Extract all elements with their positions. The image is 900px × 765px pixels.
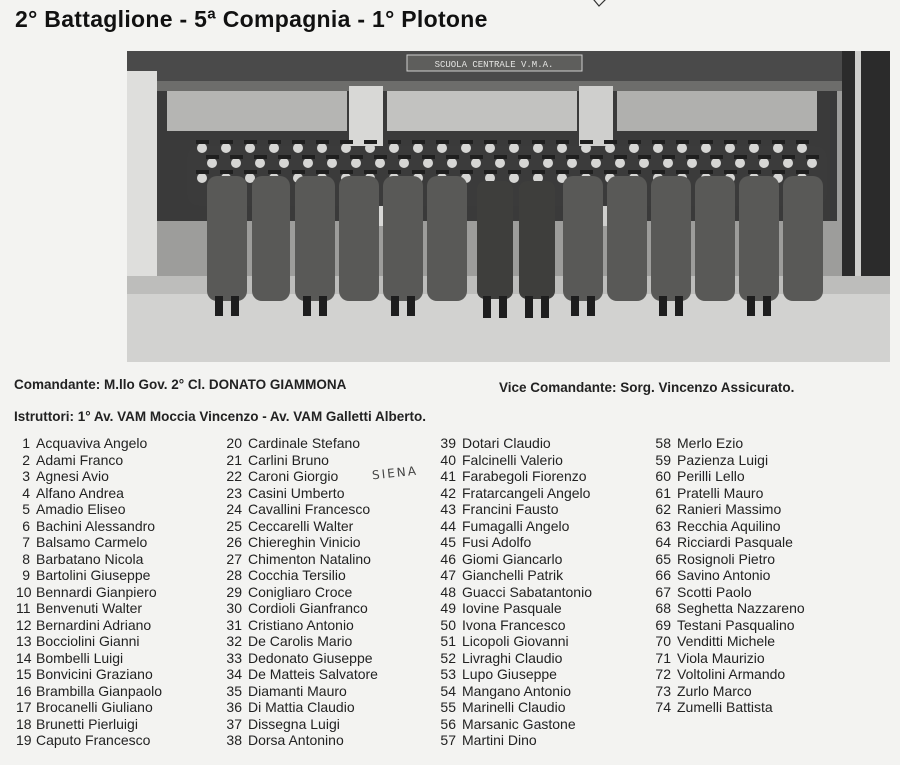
roster-name: Bennardi Gianpiero bbox=[36, 583, 157, 600]
roster-name: Caroni Giorgio bbox=[248, 468, 339, 484]
roster-number: 29 bbox=[226, 583, 242, 600]
page-title: 2° Battaglione - 5ª Compagnia - 1° Plotone bbox=[15, 6, 488, 32]
roster-number: 56 bbox=[440, 715, 456, 732]
roster-name: Acquaviva Angelo bbox=[36, 435, 148, 451]
roster-number: 46 bbox=[440, 550, 456, 567]
roster-entry bbox=[16, 518, 162, 535]
roster-number: 13 bbox=[16, 633, 32, 649]
roster-entry bbox=[222, 666, 378, 683]
roster-entry bbox=[16, 534, 162, 551]
roster-name: Ivona Francesco bbox=[462, 616, 566, 633]
roster-entry bbox=[651, 617, 805, 634]
roster-entry bbox=[651, 468, 805, 485]
handwritten-note: SIENA bbox=[371, 463, 419, 483]
roster-number: 38 bbox=[226, 732, 242, 748]
pen-mark-icon bbox=[585, 0, 615, 14]
roster-entry bbox=[222, 468, 378, 485]
roster-number: 73 bbox=[655, 682, 671, 699]
roster-number: 21 bbox=[226, 451, 242, 468]
roster-entry bbox=[436, 551, 592, 568]
roster-number: 6 bbox=[22, 517, 30, 534]
roster-number: 60 bbox=[655, 468, 671, 484]
group-photo bbox=[127, 51, 890, 362]
roster-entry bbox=[222, 716, 378, 733]
roster-name: Testani Pasqualino bbox=[677, 616, 795, 633]
roster-name: Brunetti Pierluigi bbox=[36, 715, 138, 732]
roster-name: Marsanic Gastone bbox=[462, 715, 576, 732]
commander-text: Comandante: M.llo Gov. 2° Cl. DONATO GIAMMONA bbox=[14, 377, 347, 392]
roster-name: Fusi Adolfo bbox=[462, 534, 532, 550]
roster-name: Alfano Andrea bbox=[36, 484, 124, 501]
roster-number: 16 bbox=[16, 682, 32, 699]
roster-entry bbox=[222, 683, 378, 700]
roster-name: De Carolis Mario bbox=[248, 633, 353, 649]
roster-number: 12 bbox=[16, 616, 32, 633]
roster-name: Bernardini Adriano bbox=[36, 616, 152, 633]
roster-entry bbox=[436, 716, 592, 733]
roster-name: Di Mattia Claudio bbox=[248, 699, 355, 715]
roster-entry bbox=[222, 633, 378, 650]
roster-entry bbox=[16, 600, 162, 617]
roster-number: 17 bbox=[16, 699, 32, 715]
roster-number: 8 bbox=[22, 550, 30, 567]
roster-name: Francini Fausto bbox=[462, 501, 559, 517]
roster-name: Bonvicini Graziano bbox=[36, 666, 153, 682]
roster-name: Ricciardi Pasquale bbox=[677, 534, 793, 550]
roster-number: 59 bbox=[655, 451, 671, 468]
roster-name: Zumelli Battista bbox=[677, 699, 773, 715]
roster-number: 27 bbox=[226, 550, 242, 567]
roster-entry bbox=[16, 551, 162, 568]
roster-entry bbox=[222, 501, 378, 518]
roster-number: 72 bbox=[655, 666, 671, 682]
roster-number: 37 bbox=[226, 715, 242, 732]
roster-entry bbox=[436, 534, 592, 551]
roster-entry bbox=[436, 683, 592, 700]
roster-name: Falcinelli Valerio bbox=[462, 451, 563, 468]
roster-entry bbox=[16, 567, 162, 584]
roster-entry bbox=[651, 551, 805, 568]
roster-entry bbox=[436, 485, 592, 502]
roster-number: 69 bbox=[655, 616, 671, 633]
roster-entry bbox=[651, 435, 805, 452]
roster-number: 32 bbox=[226, 633, 242, 649]
roster-number: 25 bbox=[226, 517, 242, 534]
roster-name: Scotti Paolo bbox=[677, 583, 752, 600]
roster-name: Bocciolini Gianni bbox=[36, 633, 140, 649]
roster-name: Pazienza Luigi bbox=[677, 451, 769, 468]
roster-name: Lupo Giuseppe bbox=[462, 666, 557, 682]
roster-name: Licopoli Giovanni bbox=[462, 633, 569, 649]
roster-name: Recchia Aquilino bbox=[677, 517, 781, 534]
roster-entry bbox=[651, 666, 805, 683]
roster-number: 52 bbox=[440, 649, 456, 666]
instructors-text: Istruttori: 1° Av. VAM Moccia Vincenzo - Av. VAM Galletti Alberto. bbox=[14, 409, 426, 424]
roster-entry bbox=[436, 468, 592, 485]
roster-entry bbox=[651, 534, 805, 551]
roster-name: Bombelli Luigi bbox=[36, 649, 124, 666]
roster-number: 31 bbox=[226, 616, 242, 633]
roster-number: 74 bbox=[655, 699, 671, 715]
roster-name: Carlini Bruno bbox=[248, 451, 329, 468]
roster-number: 53 bbox=[440, 666, 456, 682]
roster-name: Barbatano Nicola bbox=[36, 550, 144, 567]
roster-number: 10 bbox=[16, 583, 32, 600]
roster-number: 47 bbox=[440, 567, 456, 583]
building-sign: SCUOLA CENTRALE V.M.A. bbox=[434, 60, 554, 70]
roster-number: 55 bbox=[440, 699, 456, 715]
roster-entry bbox=[222, 732, 378, 749]
roster-entry bbox=[436, 650, 592, 667]
roster-entry bbox=[436, 584, 592, 601]
roster-number: 49 bbox=[440, 600, 456, 616]
roster-entry bbox=[436, 567, 592, 584]
roster-column-4 bbox=[651, 435, 805, 716]
roster-number: 51 bbox=[440, 633, 456, 649]
roster-number: 24 bbox=[226, 501, 242, 517]
roster-name: Cavallini Francesco bbox=[248, 501, 371, 517]
roster-number: 48 bbox=[440, 583, 456, 600]
roster-entry bbox=[651, 633, 805, 650]
roster-entry bbox=[436, 666, 592, 683]
roster-number: 61 bbox=[655, 484, 671, 501]
roster-number: 15 bbox=[16, 666, 32, 682]
vice-commander-text: Vice Comandante: Sorg. Vincenzo Assicurato. bbox=[499, 380, 795, 395]
roster-number: 41 bbox=[440, 468, 456, 484]
roster-number: 18 bbox=[16, 715, 32, 732]
roster-number: 39 bbox=[440, 435, 456, 451]
roster-name: Dissegna Luigi bbox=[248, 715, 340, 732]
roster-name: Guacci Sabatantonio bbox=[462, 583, 592, 600]
roster-name: Zurlo Marco bbox=[677, 682, 752, 699]
roster-name: Ceccarelli Walter bbox=[248, 517, 354, 534]
roster-column-3 bbox=[436, 435, 592, 749]
roster-entry bbox=[222, 551, 378, 568]
roster-name: Mangano Antonio bbox=[462, 682, 571, 699]
roster-number: 34 bbox=[226, 666, 242, 682]
roster-entry bbox=[436, 435, 592, 452]
roster-name: Cocchia Tersilio bbox=[248, 567, 346, 583]
roster-entry bbox=[436, 600, 592, 617]
roster-name: Bachini Alessandro bbox=[36, 517, 156, 534]
roster-name: Bartolini Giuseppe bbox=[36, 567, 151, 583]
roster-entry bbox=[436, 617, 592, 634]
roster-name: Voltolini Armando bbox=[677, 666, 786, 682]
roster-column-1 bbox=[16, 435, 162, 749]
roster-entry bbox=[222, 567, 378, 584]
roster-name: Marinelli Claudio bbox=[462, 699, 566, 715]
roster-number: 54 bbox=[440, 682, 456, 699]
roster-number: 65 bbox=[655, 550, 671, 567]
roster-name: Perilli Lello bbox=[677, 468, 745, 484]
roster-number: 63 bbox=[655, 517, 671, 534]
roster-number: 67 bbox=[655, 583, 671, 600]
roster-number: 22 bbox=[226, 468, 242, 484]
roster-number: 45 bbox=[440, 534, 456, 550]
roster-entry bbox=[16, 716, 162, 733]
roster-entry bbox=[16, 452, 162, 469]
roster-entry bbox=[222, 518, 378, 535]
roster-entry bbox=[16, 584, 162, 601]
roster-number: 44 bbox=[440, 517, 456, 534]
roster-entry bbox=[222, 534, 378, 551]
roster-entry bbox=[651, 485, 805, 502]
roster-name: Savino Antonio bbox=[677, 567, 771, 583]
roster-name: Merlo Ezio bbox=[677, 435, 744, 451]
roster-entry bbox=[436, 699, 592, 716]
roster-number: 35 bbox=[226, 682, 242, 699]
roster-name: Diamanti Mauro bbox=[248, 682, 347, 699]
roster-number: 62 bbox=[655, 501, 671, 517]
roster-number: 66 bbox=[655, 567, 671, 583]
roster-entry bbox=[16, 699, 162, 716]
roster-entry bbox=[16, 683, 162, 700]
roster-number: 14 bbox=[16, 649, 32, 666]
roster-number: 71 bbox=[655, 649, 671, 666]
roster-name: Farabegoli Fiorenzo bbox=[462, 468, 587, 484]
roster-name: Fumagalli Angelo bbox=[462, 517, 570, 534]
roster-entry bbox=[436, 501, 592, 518]
roster-entry bbox=[16, 485, 162, 502]
roster-name: Amadio Eliseo bbox=[36, 501, 126, 517]
roster-entry bbox=[651, 600, 805, 617]
roster-entry bbox=[222, 435, 378, 452]
roster-number: 20 bbox=[226, 435, 242, 451]
roster-name: Ranieri Massimo bbox=[677, 501, 782, 517]
roster-number: 26 bbox=[226, 534, 242, 550]
roster-column-2 bbox=[222, 435, 378, 749]
roster-number: 2 bbox=[22, 451, 30, 468]
roster-entry bbox=[651, 699, 805, 716]
roster-name: Agnesi Avio bbox=[36, 468, 109, 484]
roster-name: Rosignoli Pietro bbox=[677, 550, 776, 567]
roster-entry bbox=[651, 518, 805, 535]
roster-entry bbox=[16, 435, 162, 452]
roster-entry bbox=[16, 650, 162, 667]
roster-entry bbox=[16, 501, 162, 518]
roster-entry bbox=[436, 732, 592, 749]
roster-entry bbox=[16, 633, 162, 650]
roster-number: 70 bbox=[655, 633, 671, 649]
roster-number: 23 bbox=[226, 484, 242, 501]
roster-entry bbox=[16, 666, 162, 683]
roster-number: 7 bbox=[22, 534, 30, 550]
roster-entry bbox=[222, 452, 378, 469]
roster-number: 4 bbox=[22, 484, 30, 501]
roster-name: Benvenuti Walter bbox=[36, 600, 143, 616]
roster-number: 11 bbox=[16, 600, 31, 616]
roster-number: 1 bbox=[22, 435, 30, 451]
roster-name: Balsamo Carmelo bbox=[36, 534, 148, 550]
roster-name: Brocanelli Giuliano bbox=[36, 699, 153, 715]
roster-number: 40 bbox=[440, 451, 456, 468]
roster-name: Cordioli Gianfranco bbox=[248, 600, 368, 616]
roster-name: Cardinale Stefano bbox=[248, 435, 361, 451]
roster-number: 30 bbox=[226, 600, 242, 616]
roster-entry bbox=[222, 699, 378, 716]
roster-entry bbox=[651, 650, 805, 667]
roster-number: 5 bbox=[22, 501, 30, 517]
roster-name: Dotari Claudio bbox=[462, 435, 551, 451]
roster-number: 64 bbox=[655, 534, 671, 550]
roster-number: 28 bbox=[226, 567, 242, 583]
roster-name: De Matteis Salvatore bbox=[248, 666, 378, 682]
roster-name: Cristiano Antonio bbox=[248, 616, 354, 633]
roster-entry bbox=[651, 452, 805, 469]
roster-name: Chiereghin Vinicio bbox=[248, 534, 361, 550]
roster-name: Dedonato Giuseppe bbox=[248, 649, 373, 666]
roster-entry bbox=[222, 617, 378, 634]
roster-number: 3 bbox=[22, 468, 30, 484]
roster-name: Gianchelli Patrik bbox=[462, 567, 564, 583]
roster-name: Dorsa Antonino bbox=[248, 732, 344, 748]
roster-entry bbox=[222, 650, 378, 667]
roster-entry bbox=[651, 501, 805, 518]
roster-number: 43 bbox=[440, 501, 456, 517]
roster-number: 36 bbox=[226, 699, 242, 715]
roster-name: Conigliaro Croce bbox=[248, 583, 353, 600]
roster-number: 50 bbox=[440, 616, 456, 633]
roster-name: Martini Dino bbox=[462, 732, 537, 748]
roster-entry bbox=[651, 683, 805, 700]
roster-name: Casini Umberto bbox=[248, 484, 345, 501]
roster-name: Brambilla Gianpaolo bbox=[36, 682, 163, 699]
roster-number: 33 bbox=[226, 649, 242, 666]
roster-number: 58 bbox=[655, 435, 671, 451]
roster-number: 9 bbox=[22, 567, 30, 583]
roster-name: Pratelli Mauro bbox=[677, 484, 764, 501]
roster-entry bbox=[222, 600, 378, 617]
roster-entry bbox=[16, 732, 162, 749]
roster-number: 19 bbox=[16, 732, 32, 748]
roster-name: Venditti Michele bbox=[677, 633, 776, 649]
roster-number: 68 bbox=[655, 600, 671, 616]
roster-name: Fratarcangeli Angelo bbox=[462, 484, 591, 501]
roster-entry bbox=[651, 584, 805, 601]
roster-entry bbox=[16, 617, 162, 634]
roster-entry bbox=[16, 468, 162, 485]
roster-entry bbox=[436, 633, 592, 650]
roster-name: Chimenton Natalino bbox=[248, 550, 371, 567]
roster-name: Livraghi Claudio bbox=[462, 649, 563, 666]
roster-name: Caputo Francesco bbox=[36, 732, 151, 748]
roster-number: 57 bbox=[440, 732, 456, 748]
roster-name: Iovine Pasquale bbox=[462, 600, 562, 616]
roster-entry bbox=[651, 567, 805, 584]
roster-name: Viola Maurizio bbox=[677, 649, 765, 666]
roster-name: Adami Franco bbox=[36, 451, 124, 468]
roster-name: Giomi Giancarlo bbox=[462, 550, 563, 567]
roster-entry bbox=[222, 584, 378, 601]
roster-entry bbox=[222, 485, 378, 502]
roster-entry bbox=[436, 518, 592, 535]
roster-name: Seghetta Nazzareno bbox=[677, 600, 805, 616]
roster-number: 42 bbox=[440, 484, 456, 501]
roster-entry bbox=[436, 452, 592, 469]
